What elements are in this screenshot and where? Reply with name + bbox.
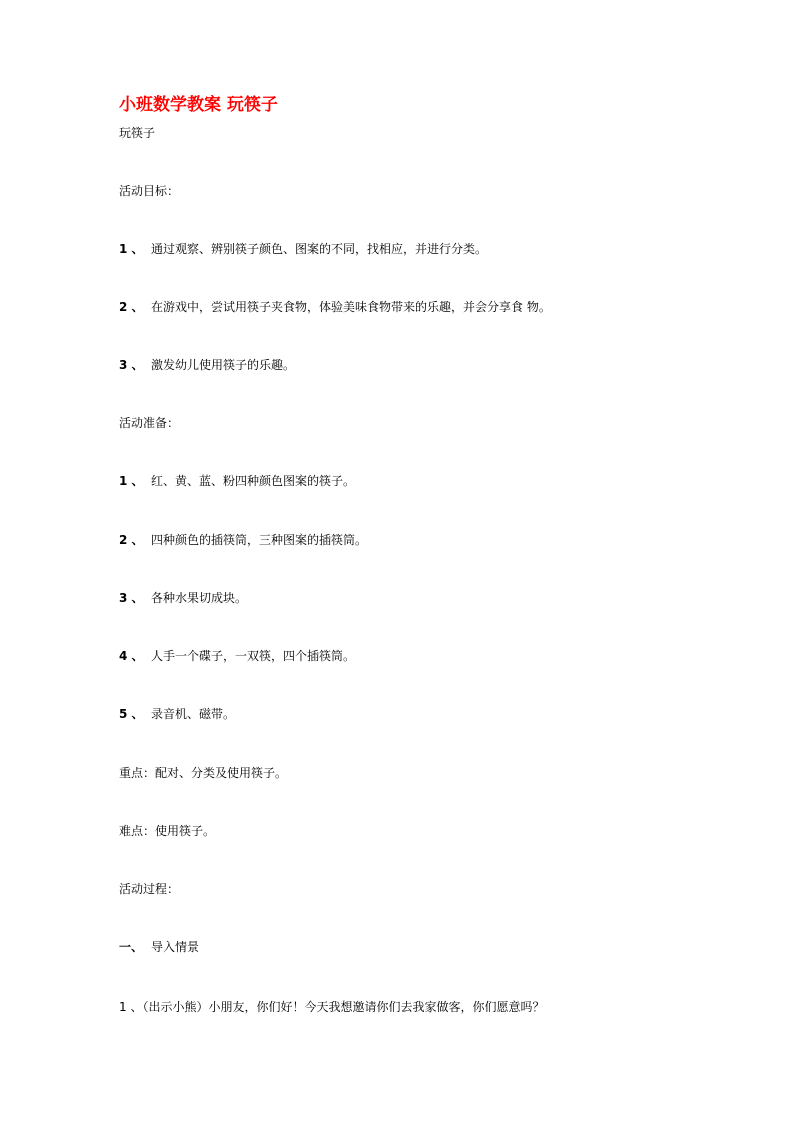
goal-number: 1 、 [119, 242, 144, 256]
prep-text: 人手一个碟子，一双筷，四个插筷筒。 [151, 649, 356, 663]
goal-item-1 [119, 241, 487, 257]
prep-text: 四种颜色的插筷筒，三种图案的插筷筒。 [151, 533, 368, 547]
process-heading: 活动过程： [119, 882, 180, 896]
goal-number: 2 、 [119, 300, 144, 314]
prep-text: 录音机、磁带。 [151, 707, 236, 721]
prep-heading: 活动准备： [119, 416, 180, 430]
difficulty-point: 难点：使用筷子。 [119, 824, 216, 838]
goal-item-2 [119, 299, 551, 315]
prep-number: 3 、 [119, 591, 144, 605]
process-section-text: 导入情景 [151, 940, 200, 954]
goals-heading: 活动目标： [119, 184, 180, 198]
process-step-1: 1 、（出示小熊）小朋友，你们好！今天我想邀请你们去我家做客，你们愿意吗？ [119, 1000, 545, 1014]
prep-item-4 [119, 648, 355, 664]
goal-text: 在游戏中，尝试用筷子夹食物，体验美味食物带来的乐趣，并会分享食 物。 [151, 300, 551, 314]
document-title: 小班数学教案 玩筷子 [119, 95, 278, 115]
prep-item-3 [119, 590, 247, 606]
prep-item-1 [119, 473, 355, 489]
prep-item-2 [119, 532, 367, 548]
process-section-number: 一、 [119, 940, 144, 954]
prep-text: 各种水果切成块。 [151, 591, 248, 605]
process-section [119, 939, 199, 955]
goal-text: 激发幼儿使用筷子的乐趣。 [151, 358, 296, 372]
goal-number: 3 、 [119, 358, 144, 372]
key-point: 重点：配对、分类及使用筷子。 [119, 766, 288, 780]
prep-number: 5 、 [119, 707, 144, 721]
document-subtitle: 玩筷子 [119, 126, 156, 140]
goal-item-3 [119, 357, 295, 373]
prep-number: 4 、 [119, 649, 144, 663]
prep-number: 2 、 [119, 533, 144, 547]
prep-item-5 [119, 706, 235, 722]
goal-text: 通过观察、辨别筷子颜色、图案的不同，找相应，并进行分类。 [151, 242, 488, 256]
prep-number: 1 、 [119, 474, 144, 488]
prep-text: 红、黄、蓝、粉四种颜色图案的筷子。 [151, 474, 356, 488]
